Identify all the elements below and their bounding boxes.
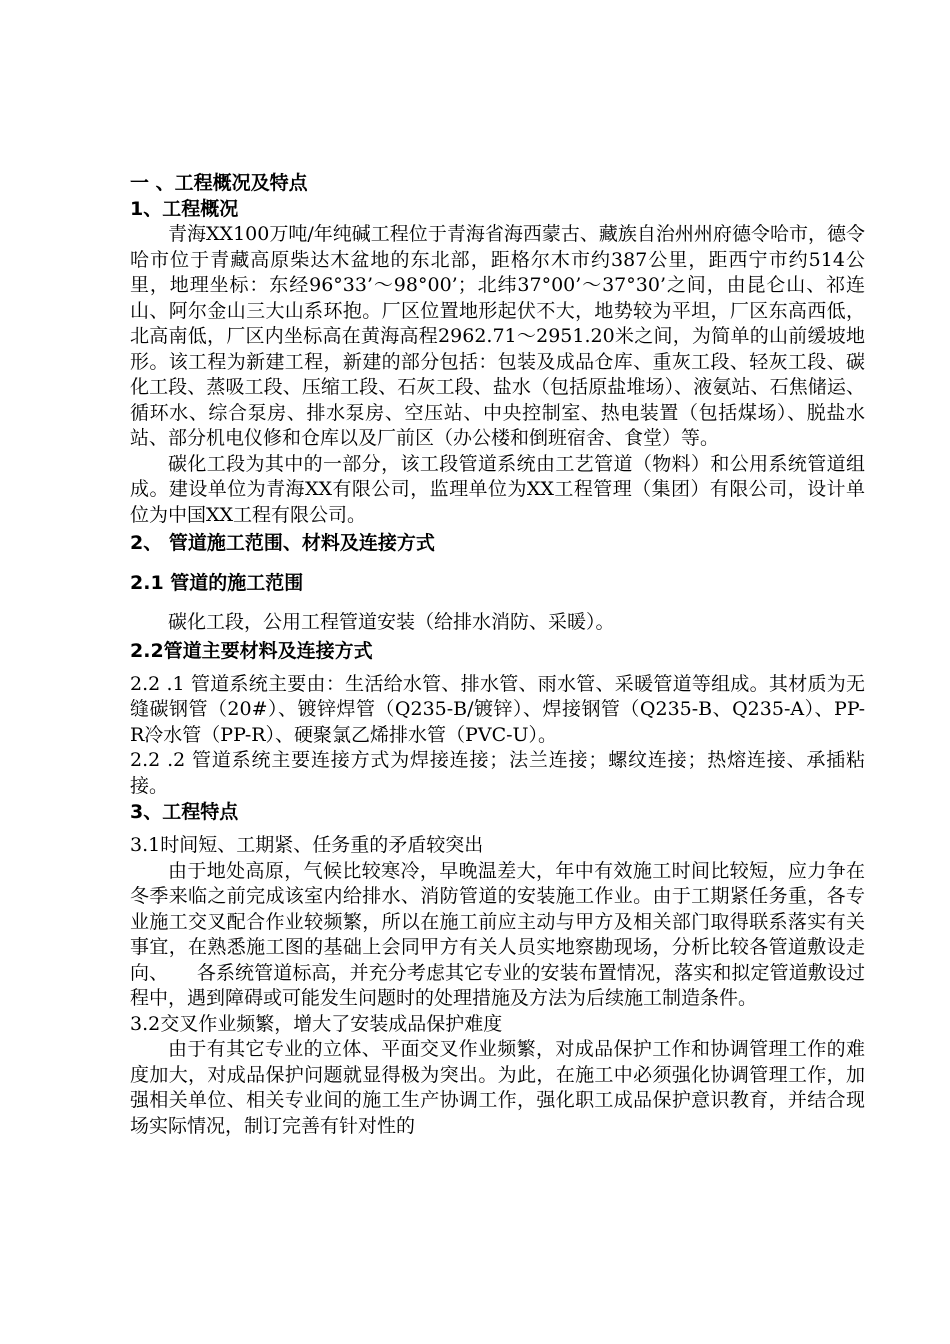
section-1-1-heading: 1、工程概况 (130, 198, 239, 220)
schedule-paragraph: 由于地处高原，气候比较寒冷，早晚温差大，年中有效施工时间比较短，应力争在冬季来临之前完成该室内给排水、消防管道的安装施工作业。由于工期紧任务重，各专业施工交叉配合作业较频繁，所以在施工前应主动与甲方及相关部门取得联系落实有关事宜，在熟悉施工图的基础上会同甲方有关人员实地察勘现场，分析比较各管道敷设走向、 各系统管道标高，并充分考虑其它专业的安装布置情况，落实和拟定管道敷设过程中，遇到障碍或可能发生问题时的处理措施及方法为后续施工制造条件。 (130, 859, 865, 1009)
section-2-1-heading: 2.1 管道的施工范围 (130, 572, 304, 594)
section-2-heading: 2、 管道施工范围、材料及连接方式 (130, 532, 435, 554)
cross-work-paragraph: 由于有其它专业的立体、平面交叉作业频繁，对成品保护工作和协调管理工作的难度加大，对成品保护问题就显得极为突出。为此，在施工中必须强化协调管理工作，加强相关单位、相关专业间的施工生产协调工作，强化职工成品保护意识教育，并结合现场实际情况，制订完善有针对性的 (130, 1038, 865, 1137)
document-body (130, 170, 865, 1139)
construction-scope-paragraph: 碳化工段，公用工程管道安装（给排水消防、采暖）。 (168, 611, 615, 633)
section-3-2-heading: 3.2交叉作业频繁，增大了安装成品保护难度 (130, 1012, 503, 1035)
section-3-1-heading: 3.1时间短、工期紧、任务重的矛盾较突出 (130, 834, 484, 856)
section-3-heading: 3、工程特点 (130, 801, 239, 823)
materials-paragraph: 2.2 .1 管道系统主要由：生活给水管、排水管、雨水管、采暖管道等组成。其材质为无缝碳钢管（20#）、镀锌焊管（Q235-B/镀锌）、焊接钢管（Q235-B、Q235-A）、PP-R冷水管（PP-R）、硬聚氯乙烯排水管（PVC-U）。 (130, 672, 865, 746)
section-2-2-heading: 2.2管道主要材料及连接方式 (130, 639, 373, 662)
connection-methods-paragraph: 2.2 .2 管道系统主要连接方式为焊接连接；法兰连接；螺纹连接；热熔连接、承插粘接。 (130, 749, 865, 797)
section-1-heading: 一 、工程概况及特点 (130, 172, 308, 194)
project-overview-paragraph-1: 青海XX100万吨/年纯碱工程位于青海省海西蒙古、藏族自治州州府德令哈市，德令哈市位于青藏高原柴达木盆地的东北部，距格尔木市约387公里，距西宁市约514公里，地理坐标：东经96°33’～98°00’；北纬37°00’～37°30’之间，由昆仑山、祁连山、阿尔金山三大山系环抱。厂区位置地形起伏不大，地势较为平坦，厂区东高西低，北高南低，厂区内坐标高在黄海高程2962.71～2951.20米之间，为简单的山前缓坡地形。该工程为新建工程，新建的部分包括：包装及成品仓库、重灰工段、轻灰工段、碳化工段、蒸吸工段、压缩工段、石灰工段、盐水（包括原盐堆场）、液氨站、石焦储运、循环水、综合泵房、排水泵房、空压站、中央控制室、热电装置（包括煤场）、脱盐水站、部分机电仪修和仓库以及厂前区（办公楼和倒班宿舍、食堂）等。 (130, 223, 865, 449)
project-overview-paragraph-2: 碳化工段为其中的一部分，该工段管道系统由工艺管道（物料）和公用系统管道组成。建设单位为青海XX有限公司，监理单位为XX工程管理（集团）有限公司，设计单位为中国XX工程有限公司。 (130, 452, 865, 526)
